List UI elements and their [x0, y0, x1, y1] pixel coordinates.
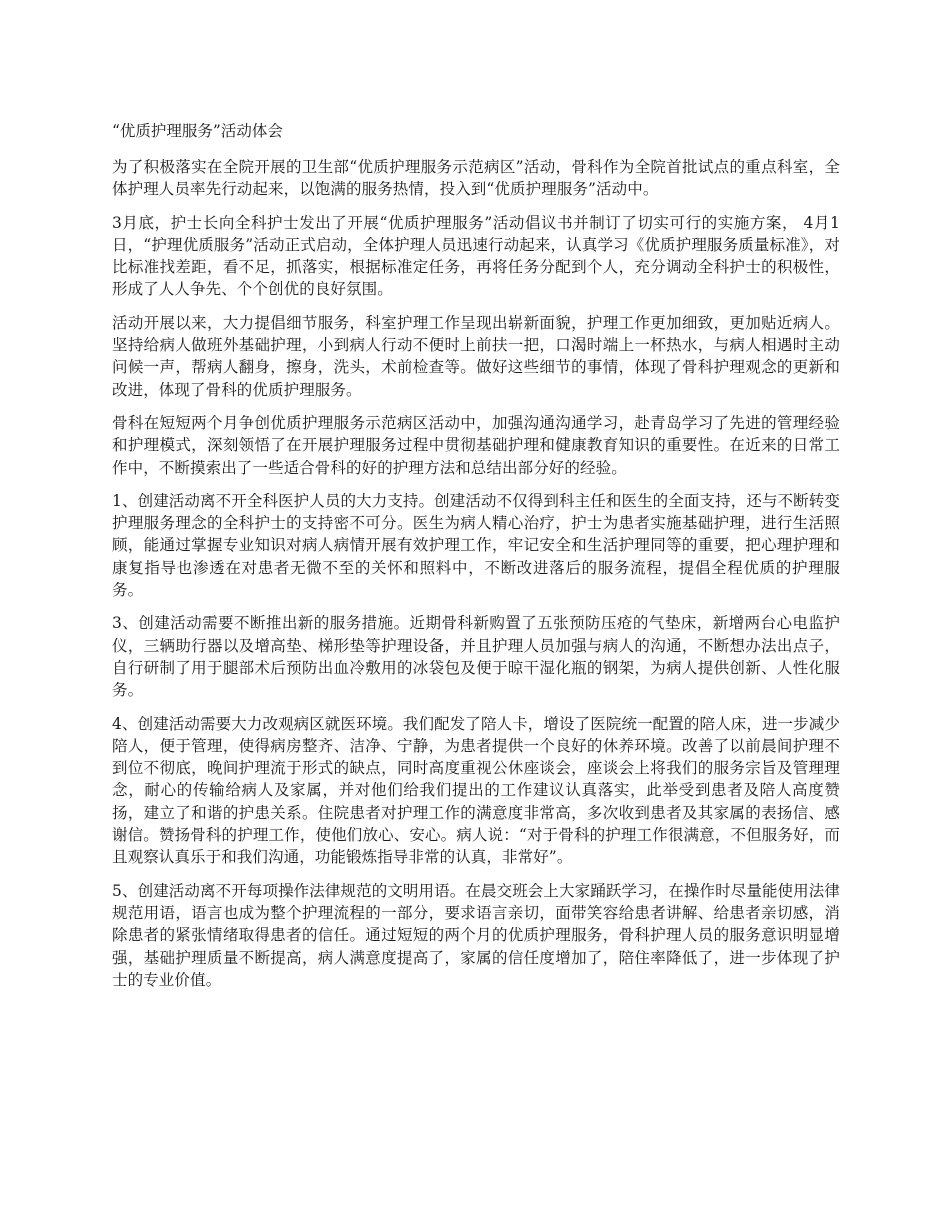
document-title: “优质护理服务”活动体会 — [112, 122, 283, 140]
paragraph-intro: 为了积极落实在全院开展的卫生部“优质护理服务示范病区”活动，骨科作为全院首批试点的重点科室，全体护理人员率先行动起来，以饱满的服务热情，投入到“优质护理服务”活动中。 — [112, 158, 840, 199]
paragraph-point-1: 1、创建活动离不开全科医护人员的大力支持。创建活动不仅得到科主任和医生的全面支持，还与不断转变护理服务理念的全科护士的支持密不可分。医生为病人精心治疗，护士为患者实施基础护理，进行生活照顾，能通过掌握专业知识对病人病情开展有效护理工作，牢记安全和生活护理同等的重要，把心理护理和康复指导也渗透在对患者无微不至的关怀和照料中，不断改进落后的服务流程，提倡全程优质的护理服务。 — [112, 491, 840, 600]
paragraph-learning: 骨科在短短两个月争创优质护理服务示范病区活动中，加强沟通沟通学习，赴青岛学习了先进的管理经验和护理模式，深刻领悟了在开展护理服务过程中贯彻基础护理和健康教育知识的重要性。在近来的日常工作中，不断摸索出了一些适合骨科的好的护理方法和总结出部分好的经验。 — [112, 413, 840, 477]
document-page — [112, 120, 840, 1002]
paragraph-detail-service: 活动开展以来，大力提倡细节服务，科室护理工作呈现出崭新面貌，护理工作更加细致，更加贴近病人。坚持给病人做班外基础护理，小到病人行动不便时上前扶一把，口渴时端上一杯热水，与病人相遇时主动问候一声，帮病人翻身，擦身，洗头，术前检查等。做好这些细节的事情，体现了骨科护理观念的更新和改进，体现了骨科的优质护理服务。 — [112, 313, 840, 399]
paragraph-point-3: 3、创建活动需要不断推出新的服务措施。近期骨科新购置了五张预防压疮的气垫床，新增两台心电监护仪，三辆助行器以及增高垫、梯形垫等护理设备，并且护理人员加强与病人的沟通，不断想办法出点子，自行研制了用于腿部术后预防出血冷敷用的冰袋包及便于晾干湿化瓶的钢架，为病人提供创新、人性化服务。 — [112, 614, 840, 700]
paragraph-launch: 3月底，护士长向全科护士发出了开展“优质护理服务”活动倡议书并制订了切实可行的实施方案， 4月1日，“护理优质服务”活动正式启动，全体护理人员迅速行动起来，认真学习《优质护理服务质量标准》，对比标准找差距，看不足，抓落实，根据标准定任务，再将任务分配到个人，充分调动全科护士的积极性，形成了人人争先、个个创优的良好氛围。 — [112, 213, 840, 299]
paragraph-point-5: 5、创建活动离不开每项操作法律规范的文明用语。在晨交班会上大家踊跃学习，在操作时尽量能使用法律规范用语，语言也成为整个护理流程的一部分，要求语言亲切，面带笑容给患者讲解、给患者亲切感，消除患者的紧张情绪取得患者的信任。通过短短的两个月的优质护理服务，骨科护理人员的服务意识明显增强，基础护理质量不断提高，病人满意度提高了，家属的信任度增加了，陪住率降低了，进一步体现了护士的专业价值。 — [112, 881, 840, 989]
paragraph-point-4: 4、创建活动需要大力改观病区就医环境。我们配发了陪人卡，增设了医院统一配置的陪人床，进一步减少陪人，便于管理，使得病房整齐、洁净、宁静，为患者提供一个良好的休养环境。改善了以前晨间护理不到位不彻底，晚间护理流于形式的缺点，同时高度重视公休座谈会，座谈会上将我们的服务宗旨及管理理念，耐心的传输给病人及家属，并对他们给我们提出的工作建议认真落实，此举受到患者及陪人高度赞扬，建立了和谐的护患关系。住院患者对护理工作的满意度非常高，多次收到患者及其家属的表扬信、感谢信。赞扬骨科的护理工作，使他们放心、安心。病人说：“对于骨科的护理工作很满意，不但服务好，而且观察认真乐于和我们沟通，功能锻炼指导非常的认真，非常好”。 — [112, 714, 840, 867]
